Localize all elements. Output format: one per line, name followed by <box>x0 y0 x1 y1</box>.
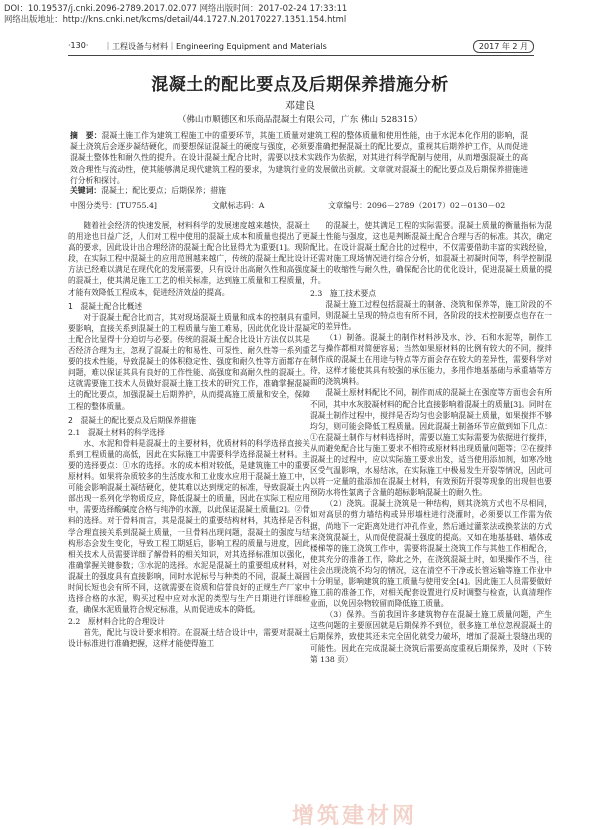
article-number: 文章编号：2096－2789（2017）02－0130－02 <box>328 201 506 210</box>
section-2-2-paragraph: 首先，配比与设计要求相符。在混凝土结合设计中，需要对混凝土设计标准进行准确把握，这样才能使得施工 <box>68 628 310 649</box>
cnki-url-line[interactable]: 网络出版地址：http://kns.cnki.net/kcms/detail/44.1727.N.20170227.1351.154.html <box>4 14 347 24</box>
watermark: 增筑建材网 <box>292 804 418 829</box>
right-column <box>310 220 552 665</box>
subsection-heading-2-3: 2.3 施工技术要点 <box>310 288 377 298</box>
clc-number: 中图分类号：[TU755.4] <box>70 201 157 210</box>
cnki-doi-line: DOI：10.19537/j.cnki.2096-2789.2017.02.077 网络出版时间：2017-02-24 17:33:11 <box>4 3 348 13</box>
intro-paragraph: 随着社会经济的快速发展，材料科学的发展速度越来越快，混凝土的用途也日益广泛，人们对工程中使用的混凝土成本和质量也提出了更高的要求，因此设计出合理经济的混凝土配合比显得尤为重要[1]。现阶段，在实际工程中混凝土的应用范围越来越广，传统的混凝土配比设计方法已经难以满足在现代化的发展需要，只有设计出高耐久性和高强度的混凝土，使其满足施工工艺的相关标准，达到施工质量和工程质量，才能有效降低工程成本，促进经济效益的提高。 <box>68 221 310 297</box>
header-rule <box>68 55 534 56</box>
section-heading-2: 2 混凝土的配比要点及后期保养措施 <box>68 415 196 425</box>
right-paragraph-2: 混凝土施工过程包括混凝土的制备、浇筑和保养等，施工阶段的不同，则混凝土呈现的特点也有所不同，各阶段的技术控制要点也存在一定的差异性。 <box>310 299 552 331</box>
subsection-heading-2-1: 2.1 混凝土材料的科学选择 <box>68 427 165 437</box>
page-number: ·130· <box>68 41 89 50</box>
right-paragraph-5: （2）浇筑。混凝土浇筑是一种结构，则其浇筑方式也不尽相同，如对高层的剪力墙结构或异形墙柱进行浇灌时，必须要以工作需为依据，尚地下一定距离处进行冲孔作业，然后通过灌浆法或换浆法的方式来浇筑混凝土，从而促使混凝土强度的提高。又如在地基基础、墙体或楼梯等的施工浇筑工作中，需要将混凝土浇筑工作与其他工作相配合，使其充分的准备工作，除此之外，在浇筑混凝土时，如果操作不当，往往会出现浇筑不均匀的情况，这在清空不干净或长管运输等施工作业中十分明显，影响建筑的施工质量与使用安全[4]。因此施工人员需要做好施工前的准备工作，对相关配套设置进行反时调整与检查，认真清理作业面，以免因杂物较留而降低施工质量。 <box>310 499 552 609</box>
left-column <box>68 220 310 650</box>
journal-name: ｜工程设备与材料｜Engineering Equipment and Materials <box>104 42 327 51</box>
author: 邓建良 <box>285 101 315 112</box>
keywords <box>70 185 528 196</box>
section-2-1-paragraph: 水、水泥和骨料是混凝土的主要材料，优质材料的科学选择直接关系到工程质量的高低，因此在实际施工中需要科学选择混凝土材料。主要的选择要点：①水的选择。水的成本相对较低，是建筑施工中的重要原材料。如果将杂质较多的生活废水和工业废水应用于混凝土施工中，可能会影响混凝土凝结硬化，使其难以达到规定的标准，导致混凝土内部出现一系列化学物质反应，降低混凝土的质量，因此在实际工程应用中，需要选择酸碱度合格与纯净的水源，以此保证混凝土质量[2]。②骨料的选择。对于骨料而言，其是混凝土的重要结构材料，其选择是否科学合理直接关系到混凝土质量，一旦骨料出现问题，混凝土的强度与结构形态会发生变化，导致工程工期延后，影响工程的质量与进度，因此相关技术人员需要详细了解骨料的相关知识，对其选择标准加以强化，准确掌握关键参数；③水泥的选择。水泥是混凝土的重要组成材料，对混凝土的强度具有直接影响，同时水泥标号与种类的不同，混凝土凝固时间长短也会有所不同，这就需要在资质和信誉良好的正规生产厂家中选择合格的水泥，购买过程中应对水泥的类型与生产日期进行详细检查，确保水泥质量符合规定标准，从而促进成本的降低。 <box>68 438 310 615</box>
section-heading-1: 1 混凝土配合比概述 <box>68 301 143 311</box>
right-paragraph-1: 的混凝土，使其满足工程的实际需要。混凝土质量的衡量指标为混凝土性能与强度，这也是判断混凝土配合合理与否的标准。其次，确定配比。在设计混凝土配合比的过程中，不仅需要借助丰富的实践经验，还需对施工现场情况进行综合分析，如混凝土初凝时间等，科学控制混凝土的收缩性与耐久性，确保配合比的优化设计，促进混凝土质量的提升。 <box>310 221 552 286</box>
paper-title: 混凝土的配比要点及后期保养措施分析 <box>151 75 449 95</box>
abstract <box>70 130 528 186</box>
abstract-label: 摘 要： <box>70 131 102 140</box>
running-header <box>68 40 534 54</box>
keywords-label: 关键词： <box>70 186 102 195</box>
section-1-paragraph: 对于混凝土配合比而言，其对现场混凝土质量和成本的控制具有重要影响，直接关系到混凝土的工程质量与施工难易，因此优化设计混凝土配合比显得十分迫切与必要。传统的混凝土配合比设计方法仅以其是否经济合理为主，忽视了混凝土的和易性、可泵性、耐久性等一系列重要的技术性能，导致混凝土的体积稳定性、强度和耐久性等方面都存在问题，难以保证其具有良好的工作性能、高强度和高耐久性的混凝土。这就需要施工技术人员做好混凝土施工技术的研究工作，准确掌握混凝土的配比要点，加强混凝土后期养护，从而提高施工质量和安全，保障工程的整体质量。 <box>68 312 310 411</box>
keywords-text: 混凝土；配比要点；后期保养；措施 <box>101 186 226 195</box>
affiliation: （佛山市顺德区和乐商品混凝土有限公司，广东 佛山 528315） <box>177 115 423 125</box>
subsection-heading-2-2: 2.2 原材料合比的合理设计 <box>68 617 165 627</box>
right-paragraph-4: 混凝土原材料配比不同，制作而成的混凝土在强度等方面也会有所不同，其中水灰胶凝材料的配合比直接影响着混凝土的质量[3]。同时在混凝土制作过程中，搅拌是否均匀也会影响混凝土质量，如果搅拌不够均匀，则可能会降低工程质量。因此混凝土制备环节应做到如下几点：①在混凝土制作与材料选择时，需要以施工实际需要为依据进行搅拌，从而避免配合比与施工要求不相符或原材料出现质量问题等；②在搅拌混凝土的过程中，应以实际施工要求出发，适当使用添加剂，如寒冷地区受气温影响，水易结冰，在实际施工中极易发生开裂等情况，因此可以将一定量的盐添加在混凝土材料，有效预防开裂等现象的出现但也要预防水将性氯离子含量的超标影响混凝土的耐久性。 <box>310 388 552 498</box>
right-paragraph-3: （1）制备。混凝土的制作材料涉及水、沙、石和水泥等，制作工艺与操作都相对简便容易；当然如果原材料的比例有较大的不同，搅拌制作成的混凝土在用途与特点等方面会存在较大的差异性，需要科学对待，这样才能使其具有较强的承压能力，多用作地基基础与承重墙等方面的浇筑填料。 <box>310 332 552 387</box>
document-code: 文献标志码：A <box>212 201 265 210</box>
right-paragraph-6: （3）保养。当前我国许多建筑物存在混凝土施工质量问题，产生这些问题的主要原因就是后期保养不到位，很多施工单位忽视混凝土的后期保养，致使其还未完全固化就受力破坏，增加了混凝土裂缝出现的可能性。因此在完成混凝土浇筑后需要高度重视后期保养，及时（下转第 138 页） <box>310 610 552 664</box>
abstract-text: 混凝土施工作为建筑工程施工中的重要环节，其施工质量对建筑工程的整体质量和使用性能，由于水泥本化作用的影响，混凝土浇筑后会逐步凝结硬化，而要想保证混凝土的硬度与强度，必须要准确把握混凝土的配比要点，重视其后期养护工作，从而促进混凝土整体性和耐久性的提升。在设计混凝土配合比时，需要以技术实践作为依据，对其进行科学配制与使用，从而增强混凝土的高效合理性与流动性，使其能够满足现代建筑工程的要求，为建筑行业的发展做出贡献。文章就对混凝土的配比要点及后期保养措施进行分析和探讨。 <box>70 131 528 185</box>
issue-badge: 2017 年 2 月 <box>473 40 534 53</box>
